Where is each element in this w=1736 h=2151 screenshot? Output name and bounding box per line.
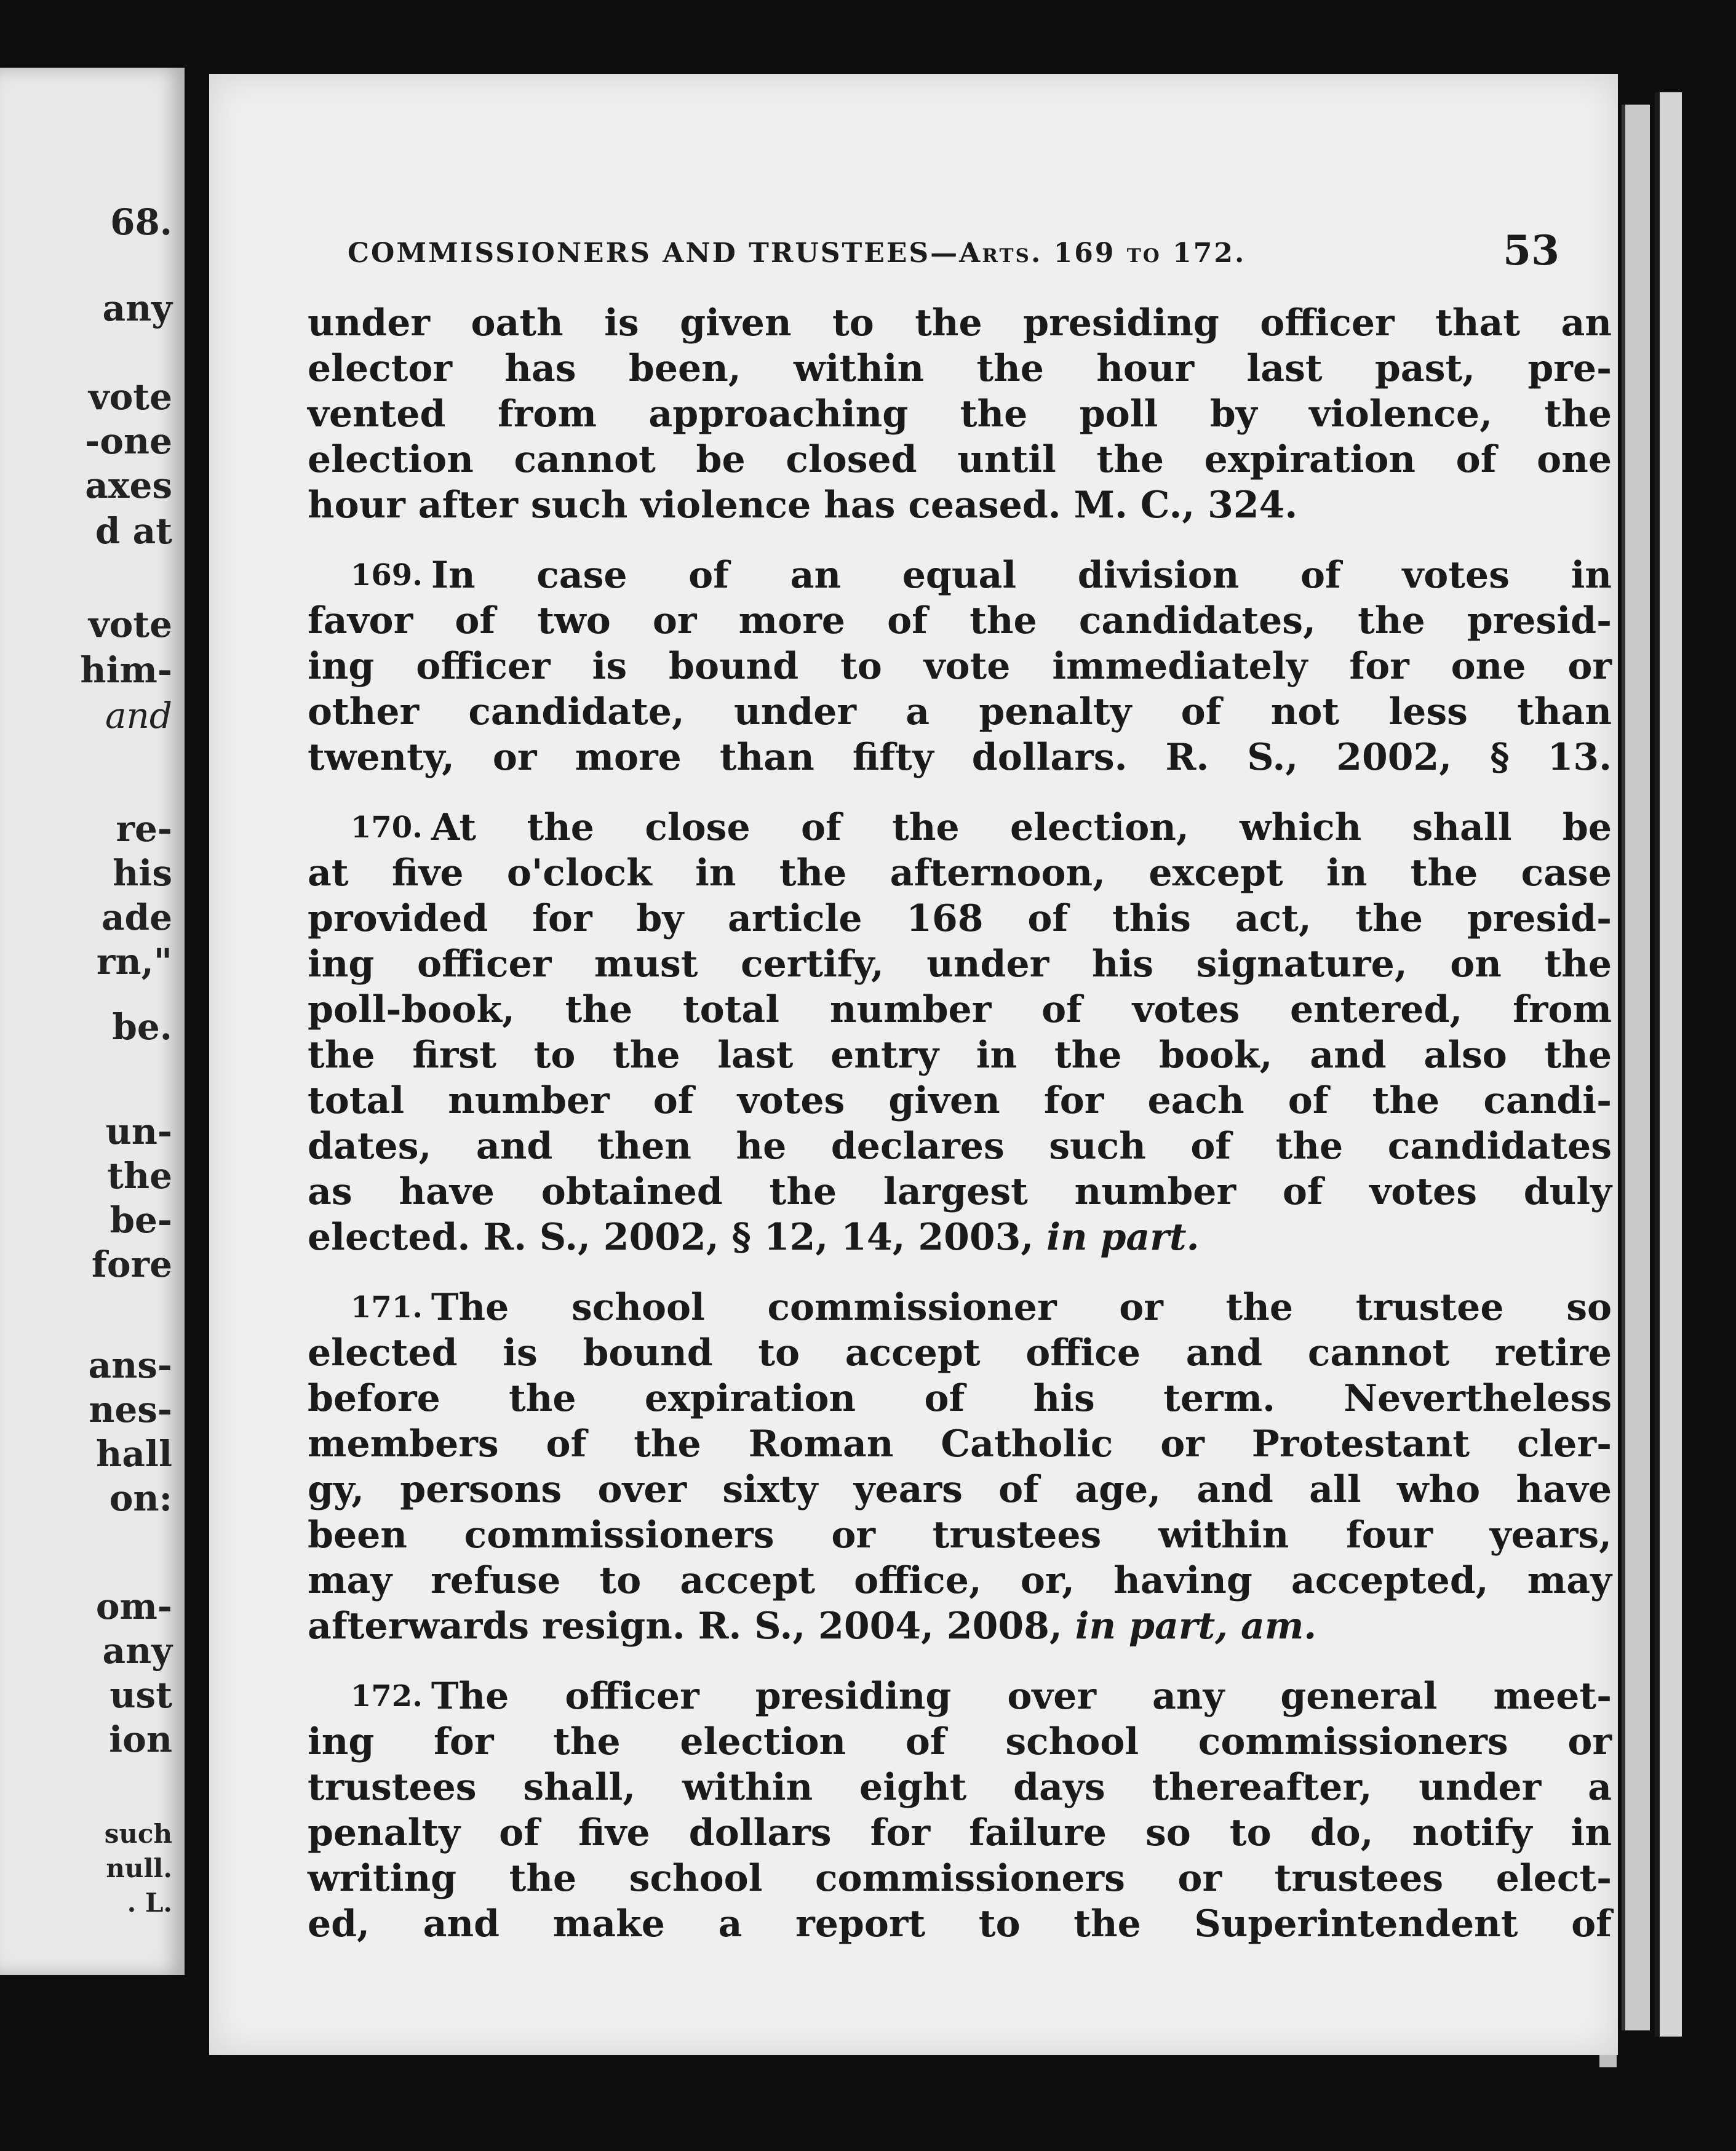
text-line: members of the Roman Catholic or Protestant cler-	[308, 1423, 1612, 1466]
text-line-content: afterwards resign. R. S., 2004, 2008,	[308, 1605, 1062, 1648]
text-line	[308, 1603, 1612, 1649]
running-title: COMMISSIONERS AND TRUSTEES—Arts. 169 to 172.	[348, 237, 1246, 269]
text-line: penalty of five dollars for failure so to do, notify in	[308, 1811, 1612, 1854]
text-line: election cannot be closed until the expiration of one	[308, 438, 1612, 481]
left-fragment: hall	[96, 1433, 172, 1475]
text-line: may refuse to accept office, or, having accepted, may	[308, 1559, 1612, 1602]
text-line	[308, 1674, 1612, 1719]
article-number: 172.	[351, 1679, 423, 1714]
left-fragment: be-	[109, 1199, 172, 1241]
text-line	[308, 553, 1612, 598]
left-fragment: . L.	[127, 1888, 172, 1918]
text-line-content: At the close of the election, which shall be	[431, 806, 1612, 849]
left-fragment: his	[113, 852, 172, 894]
article-number: 169.	[351, 558, 423, 593]
left-fragment: any	[102, 1630, 172, 1672]
text-line: elected is bound to accept office and cannot retire	[308, 1331, 1612, 1375]
text-line	[308, 805, 1612, 850]
text-line: hour after such violence has ceased. M. C., 324.	[308, 484, 1298, 527]
left-fragment: vote	[88, 604, 172, 645]
text-line: been commissioners or trustees within four years,	[308, 1514, 1612, 1557]
left-fragment: null.	[106, 1853, 172, 1883]
left-fragment: fore	[91, 1243, 172, 1285]
article-number: 171.	[351, 1290, 423, 1325]
book-page	[209, 74, 1618, 2055]
left-fragment: ust	[109, 1674, 172, 1716]
left-fragment: him-	[80, 649, 172, 691]
text-line: ed, and make a report to the Superintendent of	[308, 1902, 1612, 1945]
text-line: gy, persons over sixty years of age, and all who have	[308, 1468, 1612, 1511]
left-fragment: ade	[101, 896, 172, 938]
text-line: ing officer must certify, under his signature, on the	[308, 943, 1612, 986]
left-fragment: be.	[112, 1006, 172, 1048]
text-line: provided for by article 168 of this act, the presid-	[308, 897, 1612, 940]
page-edge	[1655, 92, 1682, 2037]
left-fragment: d at	[95, 510, 172, 552]
left-fragment: -one	[85, 420, 172, 462]
left-fragment: un-	[105, 1111, 172, 1152]
text-line-content: In case of an equal division of votes in	[431, 554, 1612, 597]
text-line: ing for the election of school commissioners or	[308, 1720, 1612, 1763]
text-line: other candidate, under a penalty of not less than	[308, 690, 1612, 733]
article-number: 170.	[351, 810, 423, 845]
text-line: at five o'clock in the afternoon, except in the case	[308, 852, 1612, 895]
text-line: writing the school commissioners or trustees elect-	[308, 1857, 1612, 1900]
text-line: twenty, or more than fifty dollars. R. S., 2002, § 13.	[308, 736, 1612, 779]
page-number: 53	[1503, 226, 1559, 274]
text-line-content: The school commissioner or the trustee so	[431, 1286, 1612, 1329]
text-line-content: elected. R. S., 2002, § 12, 14, 2003,	[308, 1216, 1034, 1259]
body-text	[308, 300, 1612, 1947]
text-line-content: The officer presiding over any general meet-	[431, 1675, 1612, 1718]
text-line: favor of two or more of the candidates, the presid-	[308, 599, 1612, 642]
text-line: under oath is given to the presiding officer that an	[308, 301, 1612, 345]
text-line: elector has been, within the hour last past, pre-	[308, 347, 1612, 390]
page-edge	[1622, 105, 1650, 2030]
left-fragment: re-	[116, 808, 172, 850]
left-facing-page	[0, 68, 185, 1975]
left-fragment: nes-	[89, 1389, 172, 1431]
left-fragment: om-	[95, 1586, 172, 1627]
text-line: poll-book, the total number of votes entered, from	[308, 988, 1612, 1031]
left-fragment: such	[104, 1819, 172, 1849]
text-line: the first to the last entry in the book, and also the	[308, 1034, 1612, 1077]
text-line: vented from approaching the poll by violence, the	[308, 393, 1612, 436]
article-169	[308, 553, 1612, 780]
text-line: before the expiration of his term. Nevertheless	[308, 1377, 1612, 1420]
running-header	[348, 226, 1559, 276]
article-170	[308, 805, 1612, 1260]
text-line: total number of votes given for each of the candi-	[308, 1079, 1612, 1122]
left-fragment: the	[107, 1155, 172, 1197]
left-fragment: any	[102, 287, 172, 329]
text-line: as have obtained the largest number of votes duly	[308, 1170, 1612, 1213]
left-fragment: ans-	[88, 1344, 172, 1386]
left-fragment: and	[105, 695, 172, 736]
citation-italic: in part.	[1046, 1216, 1200, 1259]
text-line	[308, 1215, 1612, 1260]
left-fragment: 68.	[110, 201, 172, 243]
text-line	[308, 1285, 1612, 1330]
left-fragment: axes	[85, 465, 172, 506]
text-line: trustees shall, within eight days thereafter, under a	[308, 1766, 1612, 1809]
left-fragment: ion	[109, 1718, 172, 1760]
article-171	[308, 1285, 1612, 1649]
left-fragment: vote	[88, 376, 172, 418]
paragraph-continuation	[308, 300, 1612, 528]
text-line: dates, and then he declares such of the candidates	[308, 1125, 1612, 1168]
citation-italic: in part, am.	[1075, 1605, 1317, 1648]
text-line: ing officer is bound to vote immediately for one or	[308, 645, 1612, 688]
article-172	[308, 1674, 1612, 1947]
left-fragment: on:	[109, 1477, 172, 1519]
left-fragment: rn,"	[96, 941, 172, 983]
